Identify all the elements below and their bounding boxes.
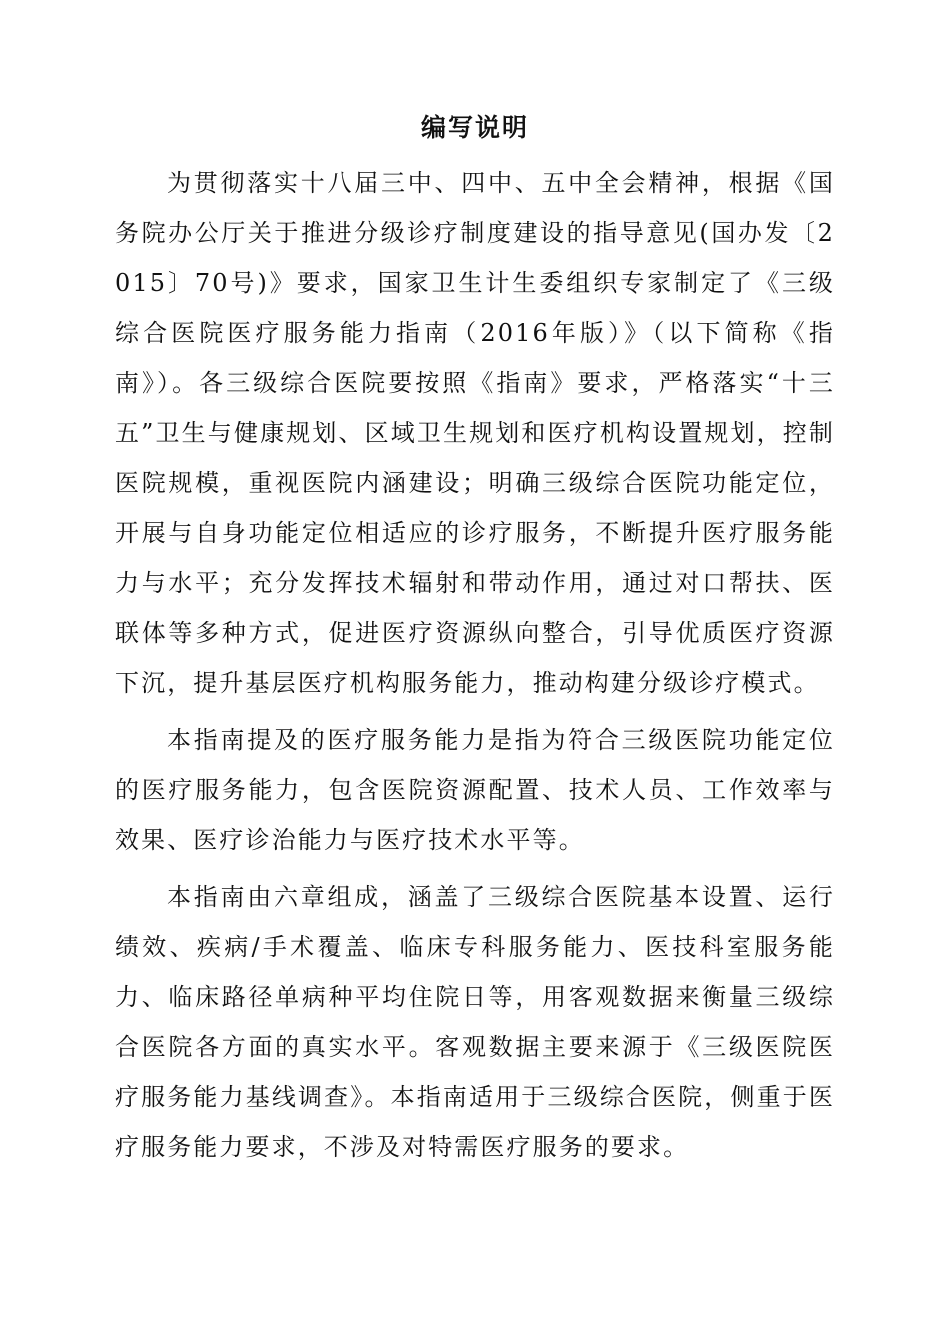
- paragraph-purpose: 为贯彻落实十八届三中、四中、五中全会精神，根据《国务院办公厅关于推进分级诊疗制度建设的指导意见(国办发〔2015〕70号)》要求，国家卫生计生委组织专家制定了《三级综合医院医疗服务能力指南（2016年版）》（以下简称《指南》）。各三级综合医院要按照《指南》要求，严格落实“十三五”卫生与健康规划、区域卫生规划和医疗机构设置规划，控制医院规模，重视医院内涵建设；明确三级综合医院功能定位，开展与自身功能定位相适应的诊疗服务，不断提升医疗服务能力与水平；充分发挥技术辐射和带动作用，通过对口帮扶、医联体等多种方式，促进医疗资源纵向整合，引导优质医疗资源下沉，提升基层医疗机构服务能力，推动构建分级诊疗模式。: [115, 169, 835, 697]
- document-title: 编写说明: [420, 113, 529, 142]
- paragraph-definition: 本指南提及的医疗服务能力是指为符合三级医院功能定位的医疗服务能力，包含医院资源配置、技术人员、工作效率与效果、医疗诊治能力与医疗技术水平等。: [115, 726, 835, 854]
- document-body: [115, 158, 835, 1179]
- paragraph-structure: 本指南由六章组成，涵盖了三级综合医院基本设置、运行绩效、疾病/手术覆盖、临床专科服务能力、医技科室服务能力、临床路径单病种平均住院日等，用客观数据来衡量三级综合医院各方面的真实水平。客观数据主要来源于《三级医院医疗服务能力基线调查》。本指南适用于三级综合医院，侧重于医疗服务能力要求，不涉及对特需医疗服务的要求。: [115, 883, 835, 1161]
